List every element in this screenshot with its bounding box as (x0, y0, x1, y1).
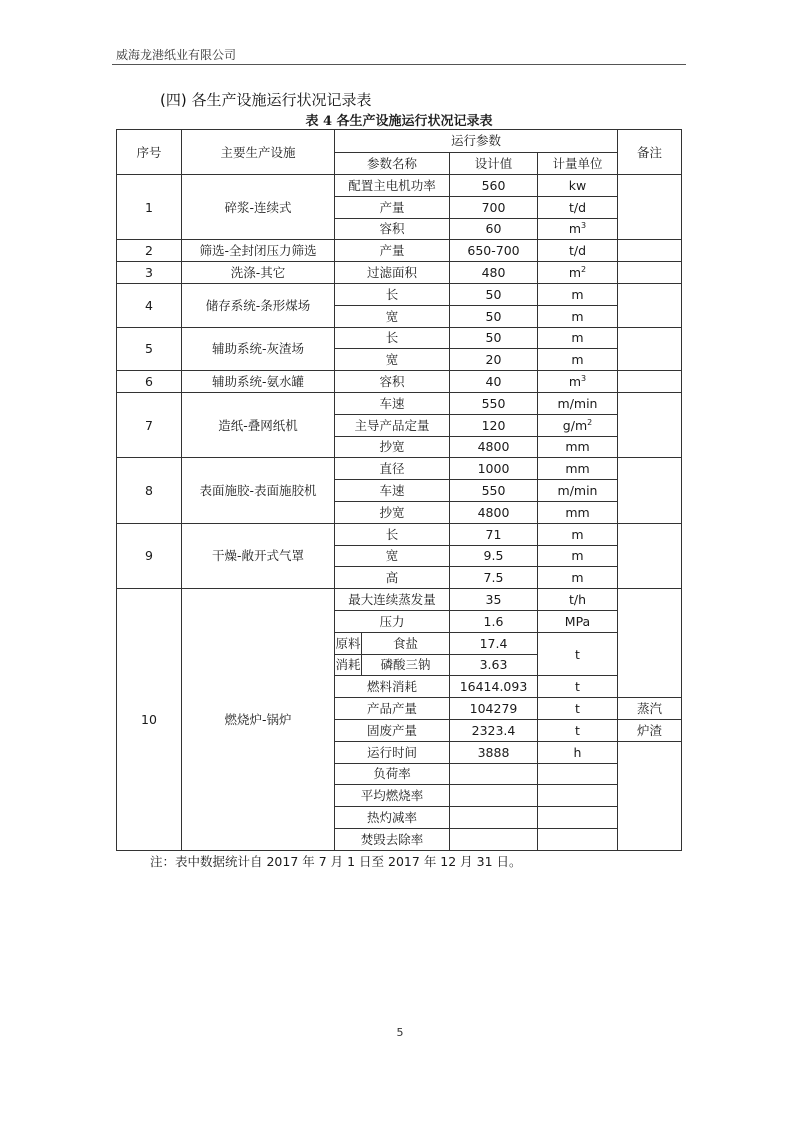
row-seq: 2 (117, 240, 182, 262)
unit: t/d (538, 196, 618, 218)
unit (538, 763, 618, 785)
design-value: 120 (450, 414, 538, 436)
param-name: 固废产量 (335, 719, 450, 741)
design-value: 1.6 (450, 610, 538, 632)
design-value: 3.63 (450, 654, 538, 676)
table-row (117, 283, 682, 305)
remark-cell (618, 240, 682, 262)
param-name: 长 (335, 523, 450, 545)
table-row (117, 392, 682, 414)
header-params: 运行参数 (335, 130, 618, 153)
remark-cell (618, 589, 682, 698)
param-name: 主导产品定量 (335, 414, 450, 436)
design-value: 7.5 (450, 567, 538, 589)
design-value: 60 (450, 218, 538, 240)
unit: t (538, 632, 618, 676)
row-facility: 辅助系统-灰渣场 (182, 327, 335, 371)
unit: mm (538, 436, 618, 458)
unit: MPa (538, 610, 618, 632)
design-value: 40 (450, 371, 538, 393)
design-value: 4800 (450, 501, 538, 523)
row-seq: 4 (117, 283, 182, 327)
header-facility: 主要生产设施 (182, 130, 335, 175)
unit: m (538, 305, 618, 327)
param-name: 宽 (335, 349, 450, 371)
unit: m (538, 545, 618, 567)
table-row (117, 240, 682, 262)
header-remark: 备注 (618, 130, 682, 175)
row-seq: 7 (117, 392, 182, 457)
design-value: 9.5 (450, 545, 538, 567)
unit-superscript: 2 (581, 264, 587, 274)
param-name: 负荷率 (335, 763, 450, 785)
row-facility: 碎浆-连续式 (182, 175, 335, 240)
raw-material-label: 原料 (335, 632, 362, 654)
design-value: 50 (450, 283, 538, 305)
unit-superscript: 3 (581, 373, 587, 383)
design-value: 16414.093 (450, 676, 538, 698)
unit: mm (538, 458, 618, 480)
param-name: 配置主电机功率 (335, 175, 450, 197)
design-value: 104279 (450, 698, 538, 720)
row-seq: 3 (117, 262, 182, 284)
param-name: 产量 (335, 240, 450, 262)
table-row (117, 175, 682, 197)
unit (538, 807, 618, 829)
section-title: (四) 各生产设施运行状况记录表 (160, 91, 372, 109)
remark-cell (618, 175, 682, 240)
unit-base: m (568, 265, 582, 281)
unit: t (538, 676, 618, 698)
param-name: 车速 (335, 480, 450, 502)
header-param-name: 参数名称 (335, 152, 450, 175)
row-seq: 10 (117, 589, 182, 851)
unit: m (538, 349, 618, 371)
design-value: 560 (450, 175, 538, 197)
unit-superscript: 2 (587, 417, 593, 427)
row-seq: 1 (117, 175, 182, 240)
unit (538, 218, 618, 240)
remark-cell (618, 458, 682, 523)
unit: h (538, 741, 618, 763)
unit: m/min (538, 392, 618, 414)
unit: t/h (538, 589, 618, 611)
unit: m (538, 523, 618, 545)
unit: m (538, 283, 618, 305)
design-value: 20 (450, 349, 538, 371)
param-name: 燃料消耗 (335, 676, 450, 698)
param-name: 过滤面积 (335, 262, 450, 284)
unit (538, 828, 618, 850)
design-value: 1000 (450, 458, 538, 480)
param-name: 运行时间 (335, 741, 450, 763)
unit: t/d (538, 240, 618, 262)
header-design-value: 设计值 (450, 152, 538, 175)
table-note: 注：表中数据统计自 2017 年 7 月 1 日至 2017 年 12 月 31 日。 (150, 854, 522, 869)
row-facility: 储存系统-条形煤场 (182, 283, 335, 327)
header-unit: 计量单位 (538, 152, 618, 175)
unit: t (538, 719, 618, 741)
param-name: 产品产量 (335, 698, 450, 720)
table-caption: 表 4 各生产设施运行状况记录表 (305, 114, 493, 129)
param-name: 高 (335, 567, 450, 589)
unit (538, 414, 618, 436)
design-value (450, 763, 538, 785)
consumption-label: 消耗 (335, 654, 362, 676)
remark-cell (618, 523, 682, 588)
design-value: 700 (450, 196, 538, 218)
param-name: 车速 (335, 392, 450, 414)
design-value: 17.4 (450, 632, 538, 654)
param-name: 产量 (335, 196, 450, 218)
unit: mm (538, 501, 618, 523)
row-facility: 洗涤-其它 (182, 262, 335, 284)
unit (538, 371, 618, 393)
row-facility: 干燥-敞开式气罩 (182, 523, 335, 588)
page-number: 5 (396, 1026, 404, 1039)
remark-cell (618, 392, 682, 457)
row-facility: 燃烧炉-锅炉 (182, 589, 335, 851)
design-value: 650-700 (450, 240, 538, 262)
param-name: 容积 (335, 218, 450, 240)
unit: m (538, 327, 618, 349)
facility-status-table (116, 129, 682, 851)
table-row (117, 327, 682, 349)
remark-cell (618, 262, 682, 284)
unit: kw (538, 175, 618, 197)
param-name: 宽 (335, 545, 450, 567)
design-value: 480 (450, 262, 538, 284)
param-name: 抄宽 (335, 436, 450, 458)
param-name: 长 (335, 327, 450, 349)
param-name: 平均燃烧率 (335, 785, 450, 807)
remark-cell: 蒸汽 (618, 698, 682, 720)
remark-cell (618, 741, 682, 850)
remark-cell: 炉渣 (618, 719, 682, 741)
param-name: 磷酸三钠 (362, 654, 450, 676)
row-facility: 造纸-叠网纸机 (182, 392, 335, 457)
row-seq: 6 (117, 371, 182, 393)
unit-base: m (568, 221, 582, 237)
table-row (117, 262, 682, 284)
row-facility: 辅助系统-氨水罐 (182, 371, 335, 393)
param-name: 容积 (335, 371, 450, 393)
param-name: 宽 (335, 305, 450, 327)
design-value: 50 (450, 327, 538, 349)
row-seq: 5 (117, 327, 182, 371)
design-value: 2323.4 (450, 719, 538, 741)
unit: t (538, 698, 618, 720)
remark-cell (618, 371, 682, 393)
param-name: 焚毁去除率 (335, 828, 450, 850)
param-name: 直径 (335, 458, 450, 480)
design-value: 3888 (450, 741, 538, 763)
unit-base: m (568, 374, 582, 390)
design-value (450, 785, 538, 807)
design-value: 50 (450, 305, 538, 327)
table-row (117, 523, 682, 545)
design-value: 550 (450, 392, 538, 414)
table-header-row (117, 130, 682, 153)
design-value (450, 807, 538, 829)
param-name: 抄宽 (335, 501, 450, 523)
company-name: 威海龙港纸业有限公司 (116, 48, 237, 62)
table-row (117, 458, 682, 480)
unit-superscript: 3 (581, 221, 587, 231)
row-facility: 筛选-全封闭压力筛选 (182, 240, 335, 262)
header-seq: 序号 (117, 130, 182, 175)
design-value: 4800 (450, 436, 538, 458)
unit (538, 262, 618, 284)
unit (538, 785, 618, 807)
table-row (117, 589, 682, 611)
design-value: 550 (450, 480, 538, 502)
design-value: 35 (450, 589, 538, 611)
param-name: 长 (335, 283, 450, 305)
unit-base: g/m (562, 417, 588, 433)
remark-cell (618, 283, 682, 327)
row-facility: 表面施胶-表面施胶机 (182, 458, 335, 523)
param-name: 食盐 (362, 632, 450, 654)
table-row (117, 371, 682, 393)
remark-cell (618, 327, 682, 371)
param-name: 压力 (335, 610, 450, 632)
header-rule (112, 64, 686, 65)
design-value (450, 828, 538, 850)
design-value: 71 (450, 523, 538, 545)
unit: m/min (538, 480, 618, 502)
row-seq: 9 (117, 523, 182, 588)
param-name: 热灼减率 (335, 807, 450, 829)
param-name: 最大连续蒸发量 (335, 589, 450, 611)
unit: m (538, 567, 618, 589)
row-seq: 8 (117, 458, 182, 523)
